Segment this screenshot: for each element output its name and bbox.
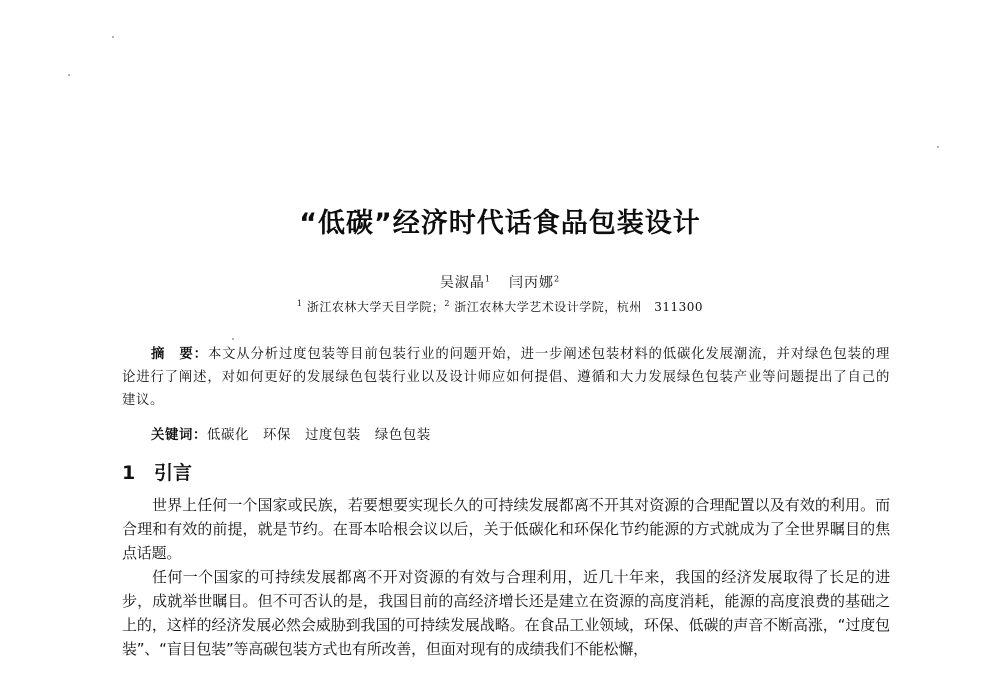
keyword: 绿色包装 xyxy=(374,428,431,443)
affiliation-superscript: 2 xyxy=(444,299,450,308)
affiliation-line xyxy=(0,298,1000,315)
scan-speck xyxy=(232,338,234,340)
keywords-label: 关键词： xyxy=(151,428,207,443)
keyword: 环保 xyxy=(262,428,291,443)
author-superscript: 2 xyxy=(554,274,561,284)
paragraph: 任何一个国家的可持续发展都离不开对资源的有效与合理利用，近几十年来，我国的经济发展取得了长足的进步，成就举世瞩目。但不可否认的是，我国目前的高经济增长还是建立在资源的高度消耗，能源的高度浪费的基础之上的，这样的经济发展必然会威胁到我国的可持续发展战略。在食品工业领域，环保、低碳的声音不断高涨，“过度包装”、“盲目包装”等高碳包装方式也有所改善，但面对现有的成绩我们不能松懈， xyxy=(122,568,890,658)
paper-title: “低碳”经济时代话食品包装设计 xyxy=(299,208,701,239)
affiliation-text: 浙江农林大学艺术设计学院，杭州 311300 xyxy=(449,300,704,314)
paragraph: 世界上任何一个国家或民族，若要想要实现长久的可持续发展都离不开其对资源的合理配置以及有效的利用。而合理和有效的前提，就是节约。在哥本哈根会议以后，关于低碳化和环保化节约能源的方式就成为了全世界瞩目的焦点话题。 xyxy=(122,496,890,562)
author-name: 吴淑晶 xyxy=(439,275,485,291)
author-superscript: 1 xyxy=(484,274,491,284)
section-number: 1 xyxy=(122,462,136,484)
scan-speck xyxy=(68,74,70,76)
scan-speck xyxy=(112,36,114,38)
keyword: 低碳化 xyxy=(206,428,249,443)
scan-speck xyxy=(937,146,939,148)
section-heading xyxy=(122,458,192,485)
author-name: 闫丙娜 xyxy=(509,275,554,291)
section-title: 引言 xyxy=(154,462,193,484)
keywords xyxy=(151,424,445,443)
author-line xyxy=(0,272,1000,292)
affiliation-text: 浙江农林大学天目学院； xyxy=(302,300,445,314)
affiliation-superscript: 1 xyxy=(296,299,303,308)
abstract xyxy=(122,343,890,412)
abstract-label: 摘 要： xyxy=(151,347,208,362)
keyword: 过度包装 xyxy=(304,428,361,443)
abstract-text: 本文从分析过度包装等目前包装行业的问题开始，进一步阐述包装材料的低碳化发展潮流，并对绿色包装的理论进行了阐述，对如何更好的发展绿色包装行业以及设计师应如何提倡、遵循和大力发展绿色包装产业等问题提出了自己的建议。 xyxy=(122,347,891,408)
body-text xyxy=(122,493,890,661)
